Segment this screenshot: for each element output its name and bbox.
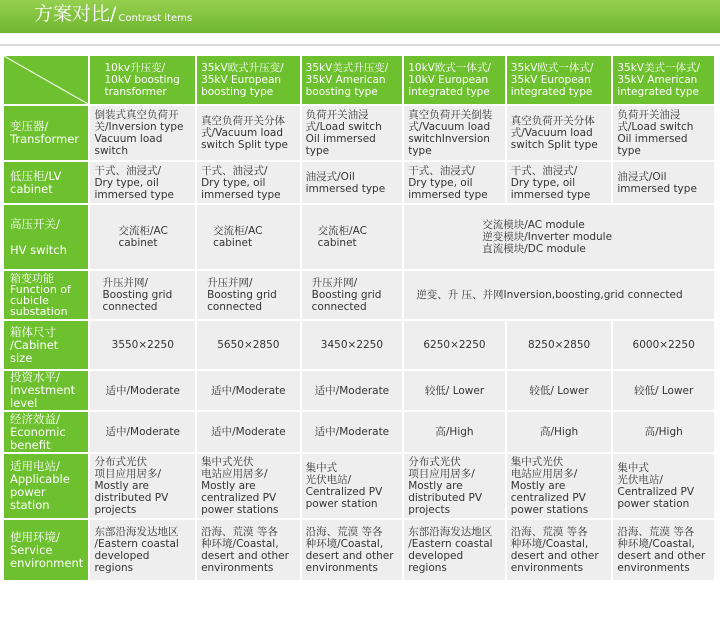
title-banner <box>0 0 720 33</box>
row-header: 适用电站/ Applicable power station <box>4 454 88 518</box>
row-header: 经济效益/ Economic benefit <box>4 412 88 452</box>
table-row <box>4 321 714 369</box>
table-cell: 6250×2250 <box>404 321 505 369</box>
table-cell: 高/High <box>613 412 714 452</box>
table-cell: 升压并网/ Boosting grid connected <box>90 271 195 319</box>
row-header: 箱体尺寸 /Cabinet size <box>4 321 88 369</box>
table-cell: 沿海、荒漠 等各 种环境/Coastal, desert and other environments <box>507 520 612 580</box>
table-cell: 升压并网/ Boosting grid connected <box>302 271 403 319</box>
comparison-table <box>2 54 716 582</box>
table-cell: 真空负荷开关倒装式/Vacuum load switchInversion type <box>404 106 505 160</box>
table-row <box>4 205 714 269</box>
column-header: 10kV欧式一体式/ 10kV European integrated type <box>404 56 505 104</box>
corner-cell <box>4 56 88 104</box>
row-header: 高压开关/ HV switch <box>4 205 88 269</box>
row-header: 投资水平/ Investment level <box>4 371 88 410</box>
table-row <box>4 412 714 452</box>
table-cell: 油浸式/Oil immersed type <box>302 162 403 203</box>
table-cell: 干式、油浸式/ Dry type, oil immersed type <box>90 162 195 203</box>
table-cell: 集中式 光伏电站/ Centralized PV power station <box>302 454 403 518</box>
table-cell: 干式、油浸式/ Dry type, oil immersed type <box>404 162 505 203</box>
table-cell: 交流柜/AC cabinet <box>197 205 300 269</box>
table-cell: 分布式光伏 项目应用居多/ Mostly are distributed PV projects <box>404 454 505 518</box>
table-cell: 集中式光伏 电站应用居多/ Mostly are centralized PV power stations <box>197 454 300 518</box>
table-cell: 倒装式真空负荷开关/Inversion type Vacuum load switch <box>90 106 195 160</box>
table-cell: 干式、油浸式/ Dry type, oil immersed type <box>197 162 300 203</box>
table-cell: 沿海、荒漠 等各 种环境/Coastal, desert and other environments <box>197 520 300 580</box>
table-cell: 高/High <box>507 412 612 452</box>
divider <box>0 44 720 46</box>
table-cell: 分布式光伏 项目应用居多/ Mostly are distributed PV projects <box>90 454 195 518</box>
table-cell: 8250×2850 <box>507 321 612 369</box>
table-cell: 5650×2850 <box>197 321 300 369</box>
table-cell: 负荷开关油浸式/Load switch Oil immersed type <box>302 106 403 160</box>
table-cell: 集中式光伏 电站应用居多/ Mostly are centralized PV power stations <box>507 454 612 518</box>
row-header: 箱变功能 Function of cubicle substation <box>4 271 88 319</box>
table-cell: 3550×2250 <box>90 321 195 369</box>
banner-title: 方案对比/ <box>34 3 117 25</box>
table-cell: 适中/Moderate <box>302 371 403 410</box>
table-cell: 较低/ Lower <box>507 371 612 410</box>
table-cell: 高/High <box>404 412 505 452</box>
table-cell: 负荷开关油浸式/Load switch Oil immersed type <box>613 106 714 160</box>
table-cell: 适中/Moderate <box>90 412 195 452</box>
table-cell: 油浸式/Oil immersed type <box>613 162 714 203</box>
table-cell: 交流柜/AC cabinet <box>90 205 195 269</box>
column-header: 35kV欧式升压变/ 35kV European boosting type <box>197 56 300 104</box>
merged-cell: 逆变、升 压、并网Inversion,boosting,grid connected <box>404 271 714 319</box>
table-cell: 集中式 光伏电站/ Centralized PV power station <box>613 454 714 518</box>
table-cell: 真空负荷开关分体式/Vacuum load switch Split type <box>197 106 300 160</box>
column-header: 10kv升压变/ 10kV boosting transformer <box>90 56 195 104</box>
table-cell: 沿海、荒漠 等各 种环境/Coastal, desert and other environments <box>613 520 714 580</box>
table-cell: 适中/Moderate <box>197 412 300 452</box>
table-cell: 真空负荷开关分体式/Vacuum load switch Split type <box>507 106 612 160</box>
table-cell: 适中/Moderate <box>197 371 300 410</box>
row-header: 使用环境/ Service environment <box>4 520 88 580</box>
table-header-row <box>4 56 714 104</box>
diagonal-line <box>4 56 88 104</box>
table-cell: 3450×2250 <box>302 321 403 369</box>
column-header: 35kV欧式一体式/ 35kV European integrated type <box>507 56 612 104</box>
row-header: 变压器/ Transformer <box>4 106 88 160</box>
table-cell: 适中/Moderate <box>90 371 195 410</box>
table-row <box>4 454 714 518</box>
table-cell: 干式、油浸式/ Dry type, oil immersed type <box>507 162 612 203</box>
column-header: 35kV美式一体式/ 35kV American integrated type <box>613 56 714 104</box>
row-header: 低压柜/LV cabinet <box>4 162 88 203</box>
table-cell: 交流柜/AC cabinet <box>302 205 403 269</box>
table-cell: 6000×2250 <box>613 321 714 369</box>
table-row <box>4 271 714 319</box>
table-cell: 较低/ Lower <box>613 371 714 410</box>
banner-subtitle: Contrast items <box>118 13 193 24</box>
table-row <box>4 162 714 203</box>
merged-cell: 交流模块/AC module 逆变模块/Inverter module 直流模块/DC module <box>404 205 714 269</box>
table-row <box>4 106 714 160</box>
table-cell: 升压并网/ Boosting grid connected <box>197 271 300 319</box>
table-row <box>4 371 714 410</box>
table-cell: 沿海、荒漠 等各 种环境/Coastal, desert and other environments <box>302 520 403 580</box>
column-header: 35kV美式升压变/ 35kV American boosting type <box>302 56 403 104</box>
table-cell: 较低/ Lower <box>404 371 505 410</box>
table-row <box>4 520 714 580</box>
table-cell: 适中/Moderate <box>302 412 403 452</box>
table-cell: 东部沿海发达地区 /Eastern coastal developed regions <box>404 520 505 580</box>
table-cell: 东部沿海发达地区 /Eastern coastal developed regions <box>90 520 195 580</box>
